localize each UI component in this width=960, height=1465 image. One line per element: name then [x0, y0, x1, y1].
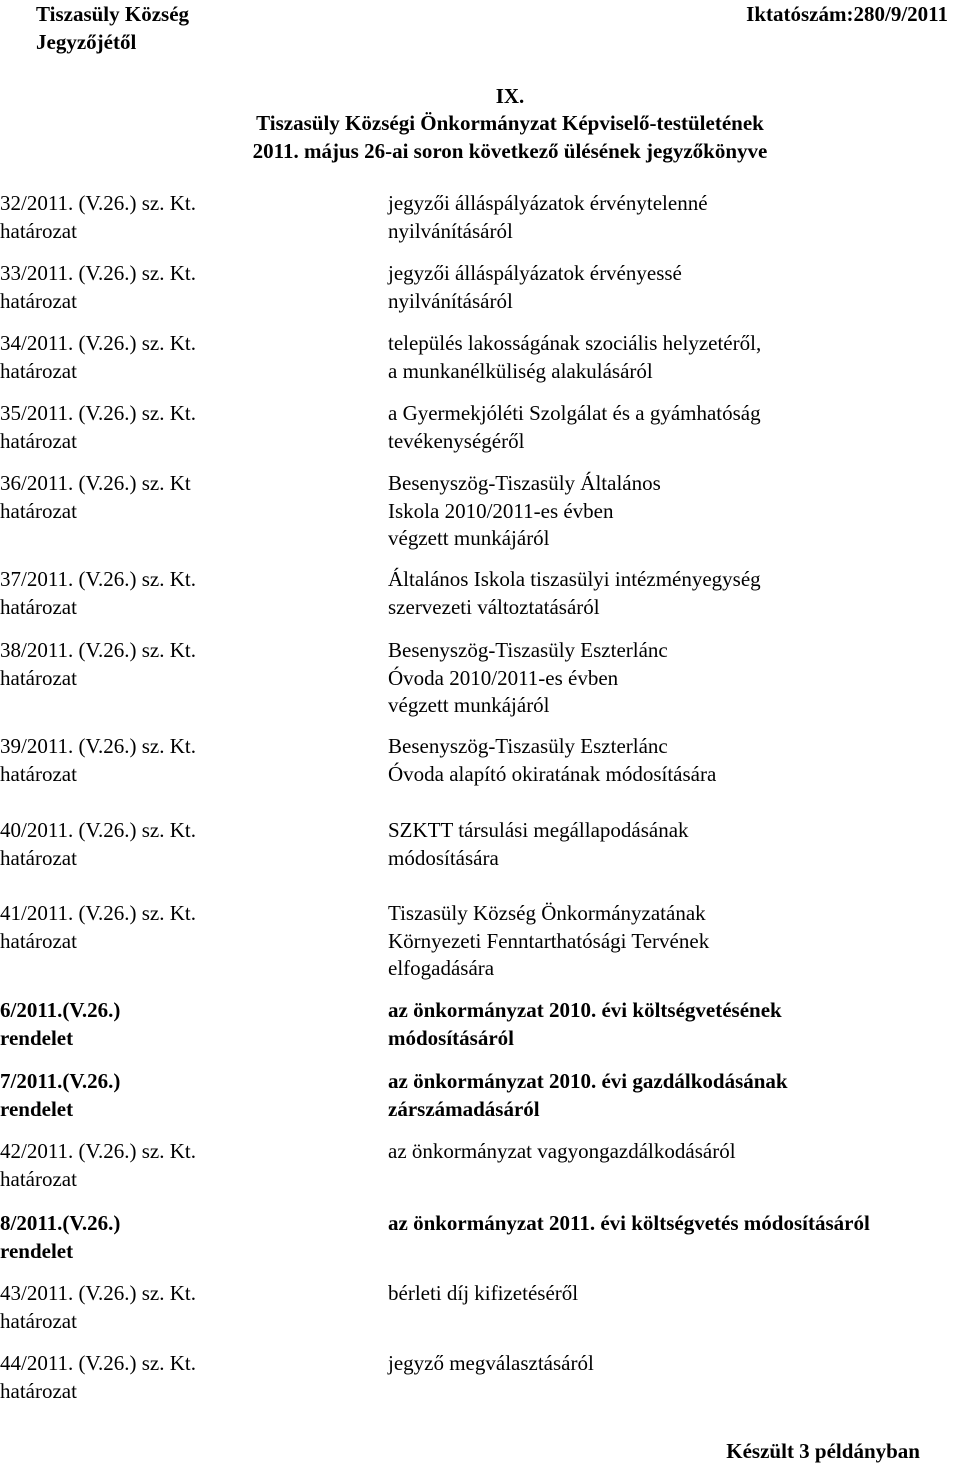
decision-subject-line: Besenyszög-Tiszasüly Eszterlánc [388, 638, 668, 662]
copies-note: Készült 3 példányban [726, 1439, 920, 1463]
decision-subject-line: végzett munkájáról [388, 526, 550, 550]
decision-subject [388, 1350, 960, 1378]
decision-number-line: 7/2011.(V.26.) [0, 1069, 121, 1093]
decision-number-line: határozat [0, 665, 77, 690]
decision-subject-line: módosításáról [388, 1025, 514, 1050]
decision-subject [388, 566, 960, 621]
decision-number-line: határozat [0, 358, 77, 383]
decision-subject [388, 1210, 960, 1238]
decision-subject-line: jegyző megválasztásáról [388, 1351, 594, 1375]
decision-subject [388, 733, 960, 788]
decision-number-line: határozat [0, 218, 77, 243]
decision-number [0, 733, 340, 788]
decision-subject-line: Besenyszög-Tiszasüly Általános [388, 471, 661, 495]
decision-number-line: 40/2011. (V.26.) sz. Kt. [0, 818, 196, 842]
issuer-line-2: Jegyzőjétől [36, 30, 137, 54]
decision-number [0, 1210, 340, 1265]
decision-subject-line: az önkormányzat 2010. évi gazdálkodásának [388, 1069, 788, 1093]
decision-subject [388, 470, 960, 553]
decision-number [0, 566, 340, 621]
decision-subject [388, 330, 960, 385]
decision-number [0, 637, 340, 692]
decision-number-line: 42/2011. (V.26.) sz. Kt. [0, 1139, 196, 1163]
decision-subject-line: az önkormányzat 2010. évi költségvetésének [388, 998, 782, 1022]
decision-subject [388, 400, 960, 455]
decision-number [0, 1280, 340, 1335]
decision-subject-line: Besenyszög-Tiszasüly Eszterlánc [388, 734, 668, 758]
decision-number-line: határozat [0, 1166, 77, 1191]
decision-number-line: határozat [0, 594, 77, 619]
document-title-line-2: 2011. május 26-ai soron következő ülésének jegyzőkönyve [252, 139, 768, 163]
decision-number-line: rendelet [0, 1238, 74, 1263]
decision-number [0, 400, 340, 455]
decision-number [0, 817, 340, 872]
decision-subject-line: tevékenységéről [388, 428, 525, 453]
decision-subject [388, 260, 960, 315]
decision-number [0, 1350, 340, 1405]
decision-subject-line: jegyzői álláspályázatok érvénytelenné [388, 191, 708, 215]
decision-number-line: határozat [0, 761, 77, 786]
decision-number [0, 190, 340, 245]
decision-number-line: 36/2011. (V.26.) sz. Kt [0, 471, 191, 495]
issuer-line-1: Tiszasüly Község [36, 2, 190, 26]
decision-subject-line: az önkormányzat vagyongazdálkodásáról [388, 1139, 736, 1163]
issuer-block [36, 0, 189, 56]
decision-number-line: 41/2011. (V.26.) sz. Kt. [0, 901, 196, 925]
decision-number-line: 39/2011. (V.26.) sz. Kt. [0, 734, 196, 758]
decision-subject-line: Környezeti Fenntarthatósági Tervének [388, 928, 710, 953]
decision-subject [388, 817, 960, 872]
decision-number-line: határozat [0, 498, 77, 523]
decision-subject-line: Óvoda 2010/2011-es évben [388, 665, 619, 690]
decision-subject [388, 997, 960, 1052]
decision-number-line: 8/2011.(V.26.) [0, 1211, 121, 1235]
decision-subject-line: a Gyermekjóléti Szolgálat és a gyámhatóság [388, 401, 761, 425]
decision-subject-line: nyilvánításáról [388, 288, 513, 313]
decision-number-line: 34/2011. (V.26.) sz. Kt. [0, 331, 196, 355]
decision-number [0, 1138, 340, 1193]
decision-number-line: határozat [0, 845, 77, 870]
decision-subject-line: település lakosságának szociális helyzetéről, [388, 331, 762, 355]
decision-number [0, 900, 340, 955]
decision-number [0, 330, 340, 385]
decision-subject-line: elfogadására [388, 956, 495, 980]
decision-subject-line: Iskola 2010/2011-es évben [388, 498, 614, 523]
decision-number-line: 38/2011. (V.26.) sz. Kt. [0, 638, 196, 662]
decision-subject-line: szervezeti változtatásáról [388, 594, 600, 619]
decision-number-line: 32/2011. (V.26.) sz. Kt. [0, 191, 196, 215]
decision-number-line: 33/2011. (V.26.) sz. Kt. [0, 261, 196, 285]
decision-subject-line: Általános Iskola tiszasülyi intézményegység [388, 567, 761, 591]
decision-subject-line: jegyzői álláspályázatok érvényessé [388, 261, 682, 285]
decision-subject [388, 900, 960, 983]
decision-number [0, 260, 340, 315]
decision-number-line: 43/2011. (V.26.) sz. Kt. [0, 1281, 196, 1305]
decision-subject [388, 1138, 960, 1166]
decision-number-line: határozat [0, 1308, 77, 1333]
decision-number-line: rendelet [0, 1096, 74, 1121]
decision-subject-line: Tiszasüly Község Önkormányzatának [388, 901, 706, 925]
decision-subject-line: SZKTT társulási megállapodásának [388, 818, 689, 842]
decision-subject [388, 190, 960, 245]
registry-number: Iktatószám:280/9/2011 [746, 2, 948, 26]
decision-number-line: határozat [0, 428, 77, 453]
decision-number-line: határozat [0, 288, 77, 313]
decision-subject [388, 1280, 960, 1308]
decision-subject [388, 1068, 960, 1123]
decision-subject [388, 637, 960, 720]
decision-subject-line: az önkormányzat 2011. évi költségvetés módosításáról [388, 1211, 870, 1235]
decision-number-line: 35/2011. (V.26.) sz. Kt. [0, 401, 196, 425]
decision-subject-line: bérleti díj kifizetéséről [388, 1281, 579, 1305]
decision-number [0, 470, 340, 525]
decision-number-line: határozat [0, 928, 77, 953]
decision-subject-line: Óvoda alapító okiratának módosítására [388, 761, 717, 786]
decision-number-line: 44/2011. (V.26.) sz. Kt. [0, 1351, 196, 1375]
section-number: IX. [495, 84, 525, 108]
decision-subject-line: végzett munkájáról [388, 693, 550, 717]
decision-number [0, 997, 340, 1052]
decision-number-line: határozat [0, 1378, 77, 1403]
decision-number-line: 37/2011. (V.26.) sz. Kt. [0, 567, 196, 591]
decision-subject-line: módosítására [388, 845, 499, 870]
decision-number-line: 6/2011.(V.26.) [0, 998, 121, 1022]
document-title-line-1: Tiszasüly Községi Önkormányzat Képviselő-testületének [256, 111, 764, 135]
decision-number [0, 1068, 340, 1123]
decision-subject-line: zárszámadásáról [388, 1096, 540, 1121]
decision-subject-line: a munkanélküliség alakulásáról [388, 358, 653, 383]
decision-subject-line: nyilvánításáról [388, 218, 513, 243]
decision-number-line: rendelet [0, 1025, 74, 1050]
